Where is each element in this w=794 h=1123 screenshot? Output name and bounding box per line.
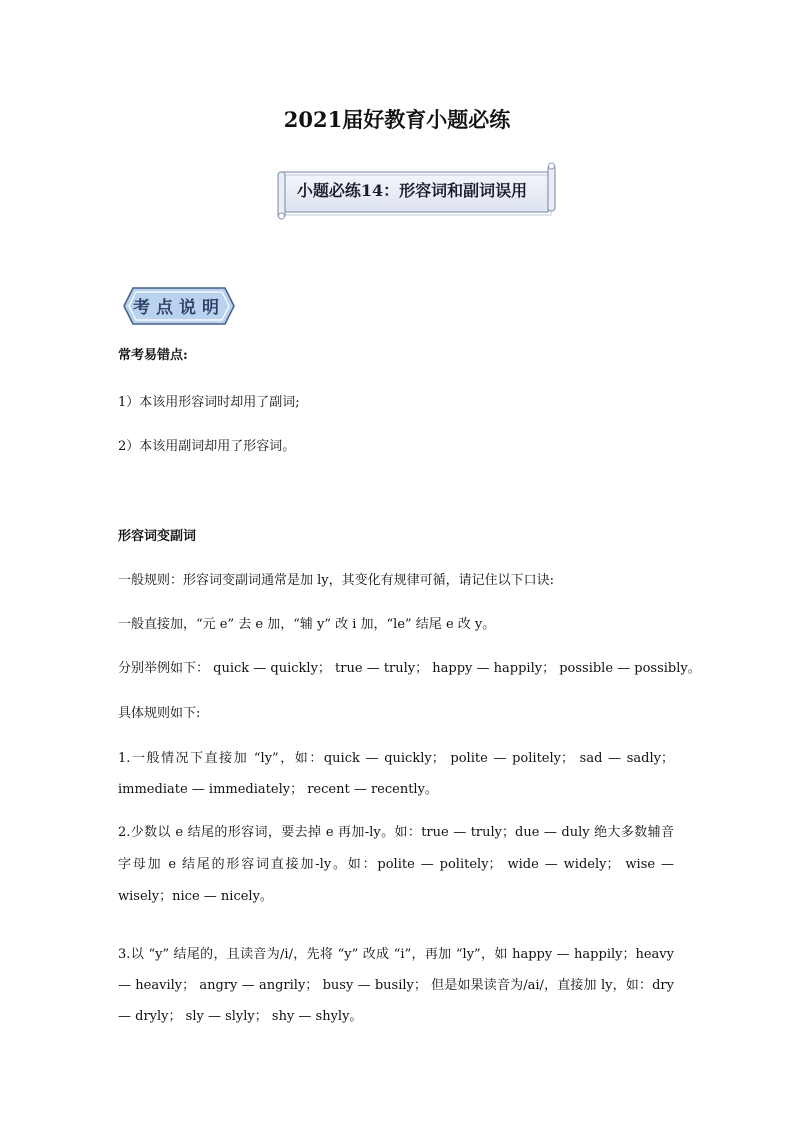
badge-label: 考点说明 (133, 298, 225, 318)
error-item-1: 1）本该用形容词时却用了副词; (118, 395, 300, 410)
general-rule: 一般规则：形容词变副词通常是加 ly，其变化有规律可循，请记住以下口诀: (118, 573, 555, 588)
adj-to-adv-heading: 形容词变副词 (118, 529, 197, 544)
scroll-banner (276, 162, 558, 220)
topic-badge (123, 287, 235, 325)
common-errors-heading: 常考易错点: (118, 348, 188, 363)
rule-3-paragraph: 3.以 “y” 结尾的，且读音为/i/，先将 “y” 改成 “i”，再加 “ly”，如 happy — happily；heavy — heavily； angry — angrily； busy — busily； 但是如果读音为/ai/，直接加 ly，如：dry — dryly； sly — slyly； shy — shyly。 (118, 947, 674, 1024)
document-title: 2021届好教育小题必练 (283, 107, 511, 132)
rule-mnemonic: 一般直接加，“元 e” 去 e 加，“辅 y” 改 i 加，“le” 结尾 e 改 y。 (118, 617, 496, 632)
rule-2-paragraph: 2.少数以 e 结尾的形容词，要去掉 e 再加-ly。如：true — truly；due — duly 绝大多数辅音字母加 e 结尾的形容词直接加-ly。如：polite — politely； wide — widely； wise — wisely；nice — nicely。 (118, 825, 674, 904)
specific-rules-intro: 具体规则如下: (118, 706, 201, 721)
rule-1-paragraph: 1.一般情况下直接加 “ly”，如：quick — quickly； polite — politely； sad — sadly；immediate — immediately； recent — recently。 (118, 751, 674, 797)
error-item-2: 2）本该用副词却用了形容词。 (118, 439, 296, 454)
examples-line: 分别举例如下： quick — quickly； true — truly； happy — happily； possible — possibly。 (118, 661, 701, 676)
banner-label: 小题必练14：形容词和副词误用 (296, 181, 528, 200)
